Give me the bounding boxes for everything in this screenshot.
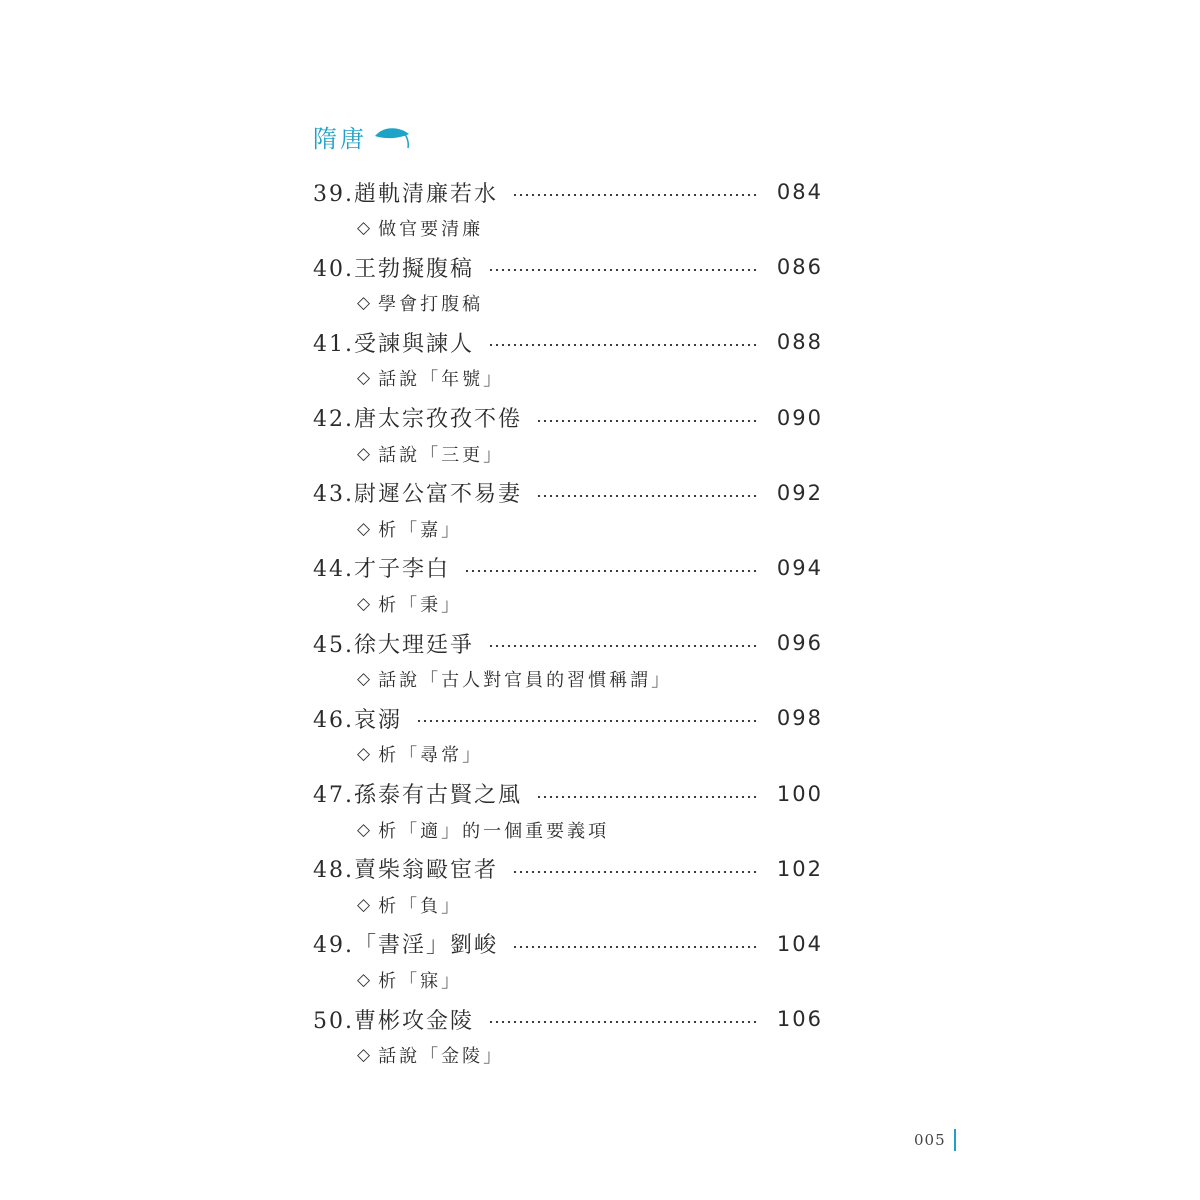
section-header <box>313 116 413 156</box>
diamond-icon: ◇ <box>357 894 371 915</box>
dot-leader <box>464 570 757 572</box>
dot-leader <box>536 495 757 497</box>
toc-entry[interactable] <box>313 621 823 696</box>
entry-title: 47.孫泰有古賢之風 <box>313 783 522 808</box>
entry-subtitle: 話說「古人對官員的習慣稱謂」 <box>378 670 673 692</box>
page-number: 102 <box>776 856 823 881</box>
entry-subtitle: 話說「金陵」 <box>378 1046 505 1068</box>
dot-leader <box>512 871 757 873</box>
page-number: 088 <box>776 330 823 355</box>
entry-title: 43.尉遲公富不易妻 <box>313 482 522 508</box>
diamond-icon: ◇ <box>357 593 371 614</box>
page-number: 106 <box>776 1007 823 1032</box>
dot-leader <box>512 194 757 196</box>
toc-entry[interactable] <box>313 922 823 997</box>
toc-entry[interactable] <box>313 772 823 847</box>
diamond-icon: ◇ <box>357 218 371 238</box>
dot-leader <box>488 269 757 271</box>
toc-entry[interactable] <box>313 997 823 1072</box>
toc-entry[interactable] <box>313 245 823 320</box>
folio-number: 005 <box>914 1131 946 1149</box>
entry-subtitle: 話說「三更」 <box>378 444 505 466</box>
entry-title: 44.才子李白 <box>313 557 450 583</box>
entry-subtitle: 學會打腹稿 <box>378 294 484 316</box>
page-number: 098 <box>776 706 823 731</box>
dot-leader <box>488 344 757 346</box>
entry-subtitle: 析「寐」 <box>378 970 463 992</box>
diamond-icon: ◇ <box>357 518 371 539</box>
dot-leader <box>536 420 757 422</box>
page-number: 094 <box>776 555 823 580</box>
diamond-icon: ◇ <box>357 669 371 690</box>
entry-subtitle: 話說「年號」 <box>378 369 505 391</box>
toc-entry[interactable] <box>313 396 823 471</box>
toc-entry[interactable] <box>313 696 823 771</box>
page-number: 096 <box>776 631 823 656</box>
page-number: 092 <box>776 480 823 505</box>
diamond-icon: ◇ <box>357 1045 371 1066</box>
dot-leader <box>488 1021 757 1023</box>
folio-bar <box>954 1129 956 1151</box>
entry-title: 48.賣柴翁毆宦者 <box>313 858 498 884</box>
toc-entry[interactable] <box>313 320 823 395</box>
page-number: 104 <box>776 931 823 956</box>
entry-title: 40.王勃擬腹稿 <box>313 256 474 282</box>
page-folio <box>914 1128 956 1152</box>
diamond-icon: ◇ <box>357 293 371 314</box>
toc-entry[interactable] <box>313 847 823 922</box>
diamond-icon: ◇ <box>357 368 371 389</box>
entry-subtitle: 析「秉」 <box>378 594 463 616</box>
entry-subtitle: 析「適」的一個重要義項 <box>378 820 610 842</box>
table-of-contents <box>313 170 823 1072</box>
entry-title: 49.「書淫」劉峻 <box>313 933 498 959</box>
diamond-icon: ◇ <box>357 443 371 464</box>
entry-title: 46.哀溺 <box>313 707 402 733</box>
page-number: 086 <box>776 255 823 280</box>
toc-entry[interactable] <box>313 170 823 245</box>
dot-leader <box>488 645 757 647</box>
section-title: 隋唐 <box>313 124 367 153</box>
diamond-icon: ◇ <box>357 744 371 765</box>
diamond-icon: ◇ <box>357 969 371 990</box>
leaf-icon <box>373 122 413 150</box>
entry-subtitle: 做官要清廉 <box>378 219 484 240</box>
page-number: 090 <box>776 405 823 430</box>
dot-leader <box>512 946 757 948</box>
toc-entry[interactable] <box>313 471 823 546</box>
entry-title: 41.受諫與諫人 <box>313 331 474 357</box>
entry-subtitle: 析「尋常」 <box>378 745 484 767</box>
page-number: 100 <box>776 781 823 806</box>
dot-leader <box>416 720 757 722</box>
entry-subtitle: 析「負」 <box>378 895 463 917</box>
page-number: 084 <box>776 180 823 204</box>
entry-title: 39.趙軌清廉若水 <box>313 181 498 207</box>
entry-title: 50.曹彬攻金陵 <box>313 1008 474 1034</box>
toc-entry[interactable] <box>313 546 823 621</box>
diamond-icon: ◇ <box>357 819 371 840</box>
dot-leader <box>536 796 757 798</box>
entry-subtitle: 析「嘉」 <box>378 519 463 541</box>
entry-title: 45.徐大理廷爭 <box>313 632 474 658</box>
entry-title: 42.唐太宗孜孜不倦 <box>313 407 522 433</box>
